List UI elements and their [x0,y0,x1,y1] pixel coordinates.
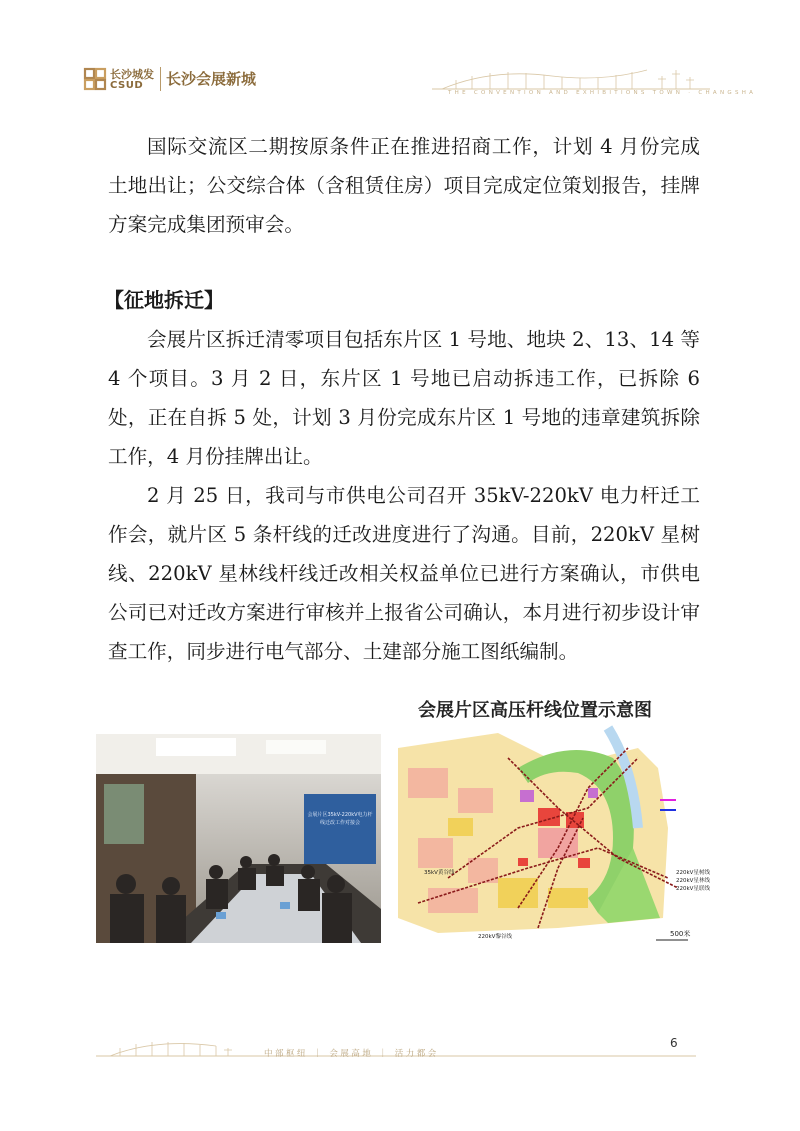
map-title: 会展片区高压杆线位置示意图 [418,700,652,721]
brand-divider [160,67,161,91]
map-label-xinglian: 220kV星联线 [676,886,710,892]
high-voltage-line-map [398,728,710,944]
header-tagline: THE CONVENTION AND EXHIBITIONS TOWN · CHANGSHA [448,90,757,96]
screen-text-2: 线迁改工作对接会 [319,820,361,826]
map-scale-label: 500米 [670,930,691,938]
screen-text-1: 会展片区35kV-220kV电力杆 [307,812,373,818]
page-number: 6 [670,1036,678,1050]
map-label-ligu: 220kV黎谷线 [478,934,512,940]
footer-slogan: 中部枢纽 ｜ 会展高地 ｜ 活力都会 [264,1049,439,1059]
meeting-photo [96,734,381,943]
map-label-xingshu: 220kV星树线 [676,870,710,876]
brand-name-cn: 长沙城发 [110,68,154,81]
brand-name-en: CSUD [110,80,144,91]
header-title: 长沙会展新城 [166,70,257,88]
section-heading-land-acquisition: 【征地拆迁】 [104,288,224,312]
paragraph-investment: 国际交流区二期按原条件正在推进招商工作，计划 4 月份完成土地出让；公交综合体（含租赁住房）项目完成定位策划报告，挂牌方案完成集团预审会。 [108,135,700,236]
csud-logo-icon [84,68,106,90]
paragraph-power-line: 2 月 25 日，我司与市供电公司召开 35kV-220kV 电力杆迁工作会，就片区 5 条杆线的迁改进度进行了沟通。目前，220kV 星树线、220kV 星林线杆线迁改相关权益单位已进行方案确认，市供电公司已对迁改方案进行审核并上报省公司确认，本月进行初步设计审查工作，同步进行电气部分、土建部分施工图纸编制。 [108,484,700,663]
map-label-xinglin: 220kV星林线 [676,878,710,884]
map-label-35kv: 35kV黄谷线 [424,870,455,876]
paragraph-demolition: 会展片区拆迁清零项目包括东片区 1 号地、地块 2、13、14 等 4 个项目。3 月 2 日，东片区 1 号地已启动拆违工作，已拆除 6 处，正在自拆 5 处，计划 3 月份完成东片区 1 号地的违章建筑拆除工作，4 月份挂牌出让。 [108,328,700,468]
